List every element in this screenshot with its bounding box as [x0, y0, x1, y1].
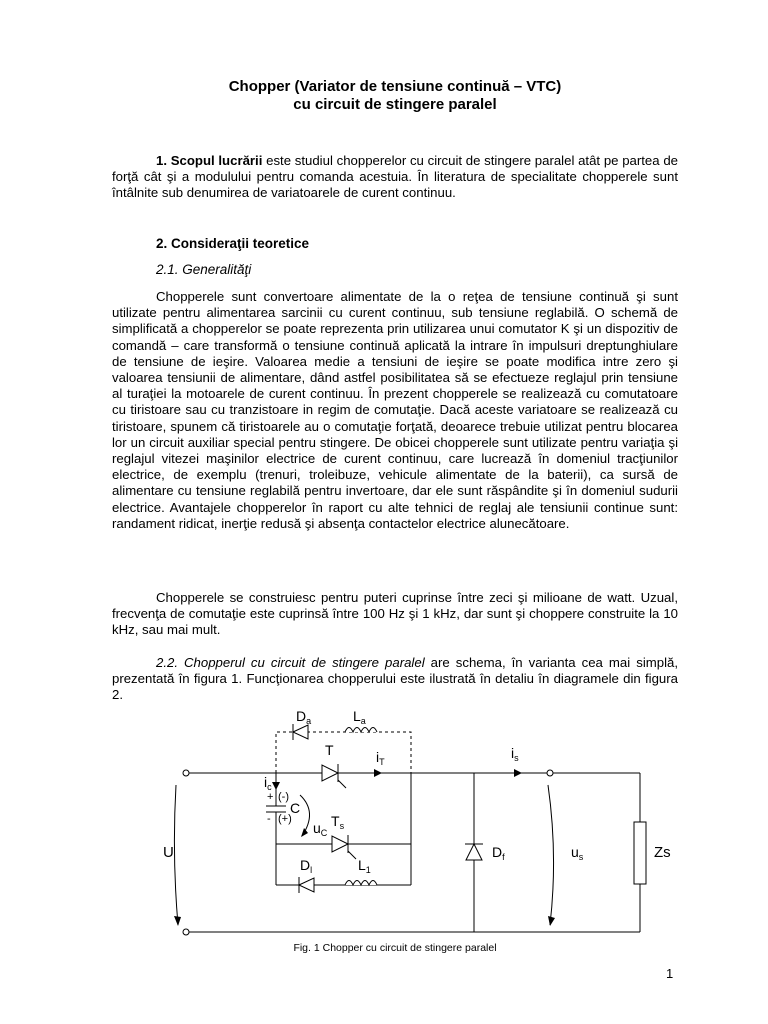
diode-dl-icon [299, 878, 314, 892]
label-ic: $i_c$ [264, 774, 272, 792]
dashed-freewheel-branch [276, 732, 411, 773]
label-df: $D_f$ [492, 844, 505, 862]
label-u: U [163, 844, 174, 861]
section-2-2-text: are schema, în varianta cea mai simplă, prezentată în figura 1. Funcţionarea chopperului este ilustrată în detaliu în diagramele din figura 2. [112, 655, 678, 703]
output-voltage-arrowhead [548, 916, 555, 926]
section-1-text: este studiul chopperelor cu circuit de stingere paralel atât pe partea de forţă cât şi a modulului pentru comanda acestuia. În literatura de specialitate chopperele sunt întâlnite sub denumirea de variatoarele de curent continuu. [112, 153, 678, 201]
label-it: $i_T$ [376, 749, 385, 767]
label-uc: $u_C$ [313, 820, 328, 838]
section-2-heading: 2. Consideraţii teoretice [156, 236, 310, 251]
input-voltage-arrow [174, 785, 178, 925]
thyristor-t-icon [322, 765, 338, 781]
title-line-2: cu circuit de stingere paralel [293, 96, 497, 113]
label-da: $D_a$ [296, 708, 312, 726]
inductor-la-icon [345, 728, 377, 733]
inductor-l1-icon [345, 881, 377, 886]
figure-caption: Fig. 1 Chopper cu circuit de stingere paralel [293, 942, 497, 954]
label-t: T [325, 742, 334, 758]
label-minus-paren: (-) [278, 791, 289, 803]
section-2-1-paragraph-1: Chopperele sunt convertoare alimentate de la o reţea de tensiune continuă şi sunt utilizate pentru alimentarea sarcinii cu curent continuu, sub tensiune reglabilă. O schemă de simplificată a chopperelor se poate reprezenta prin utilizarea unui comutator K şi un dispozitiv de comandă – care transformă o tensiune continuă aplicată la intrare în impulsuri dreptunghiulare de tensiune de ieşire. Valoarea medie a tensiuni de ieşire se poate modifica intre zero şi valoarea tensiunii de alimentare, dând astfel posibilitatea să se efectueze reglajul prin tensiune al turaţiei la motoarele de curent continuu. În prezent chopperele se realizează cu comutatoare cu tiristoare sau cu tranzistoare in regim de comutaţie. Dacă aceste variatoare se realizează cu tiristoare, spunem că tiristoarele au o comutaţie forţată, deoarece trebuie utilizat pentru blocarea lor un circuit auxiliar special pentru stingere. De obicei chopperele sunt utilizate pentru variaţia şi reglajul vitezei maşinilor electrice de curent continuu, care lucrează în domeniul tracţiunilor electrice, de exemplu (trenuri, troleibuze, vehicule alimentate de la baterii), ca sursă de alimentare cu tensiune reglabilă pentru invertoare, dar ele sunt răspândite şi în domeniul sudurii electrice. Avantajele chopperelor în raport cu alte tehnici de reglaj ale tensiunii continue sunt: randament ridicat, inerţie redusă şi absenţa contactelor electrice alunecătoare. [112, 289, 678, 531]
label-dl: $D_l$ [300, 857, 313, 875]
current-it-arrow [374, 769, 382, 777]
diode-df-icon [466, 844, 482, 860]
title-line-1: Chopper (Variator de tensiune continuă – VTC) [228, 78, 562, 95]
label-us: $u_s$ [571, 844, 584, 862]
label-c: C [290, 800, 301, 816]
thyristor-ts-gate [348, 851, 356, 859]
section-2-1-paragraph-2: Chopperele se construiesc pentru puteri cuprinse între zeci şi milioane de watt. Uzual, frecvenţa de comutaţie este cuprinsă între 100 Hz şi 1 kHz, dar sunt şi choppere construite la 10 kHz, sau mai mult. [112, 590, 678, 638]
current-is-arrow [514, 769, 522, 777]
current-ic-arrow [272, 782, 280, 790]
capacitor-voltage-arrowhead [301, 828, 308, 837]
output-terminal-top [547, 770, 553, 776]
subsection-2-2-heading: 2.2. Chopperul cu circuit de stingere paralel [156, 655, 425, 670]
label-ts: $T_s$ [331, 813, 345, 831]
load-zs-icon [634, 822, 646, 884]
label-l1: $L_1$ [358, 857, 371, 875]
input-terminal-bottom [183, 929, 189, 935]
label-plus: + [267, 791, 274, 803]
label-plus-paren: (+) [278, 813, 292, 825]
input-terminal-top [183, 770, 189, 776]
thyristor-t-gate [338, 780, 346, 788]
label-la: $L_a$ [353, 708, 366, 726]
page-number: 1 [666, 966, 674, 981]
label-is: $i_s$ [511, 745, 519, 763]
subsection-2-1-heading: 2.1. Generalităţi [156, 262, 252, 277]
thyristor-ts-icon [332, 836, 348, 852]
output-voltage-arrow [548, 785, 554, 925]
input-voltage-arrowhead [174, 916, 181, 926]
diode-da-icon [293, 725, 308, 739]
section-1-heading: 1. Scopul lucrării [156, 153, 263, 168]
label-minus: - [267, 813, 271, 825]
label-zs: Zs [654, 844, 671, 861]
